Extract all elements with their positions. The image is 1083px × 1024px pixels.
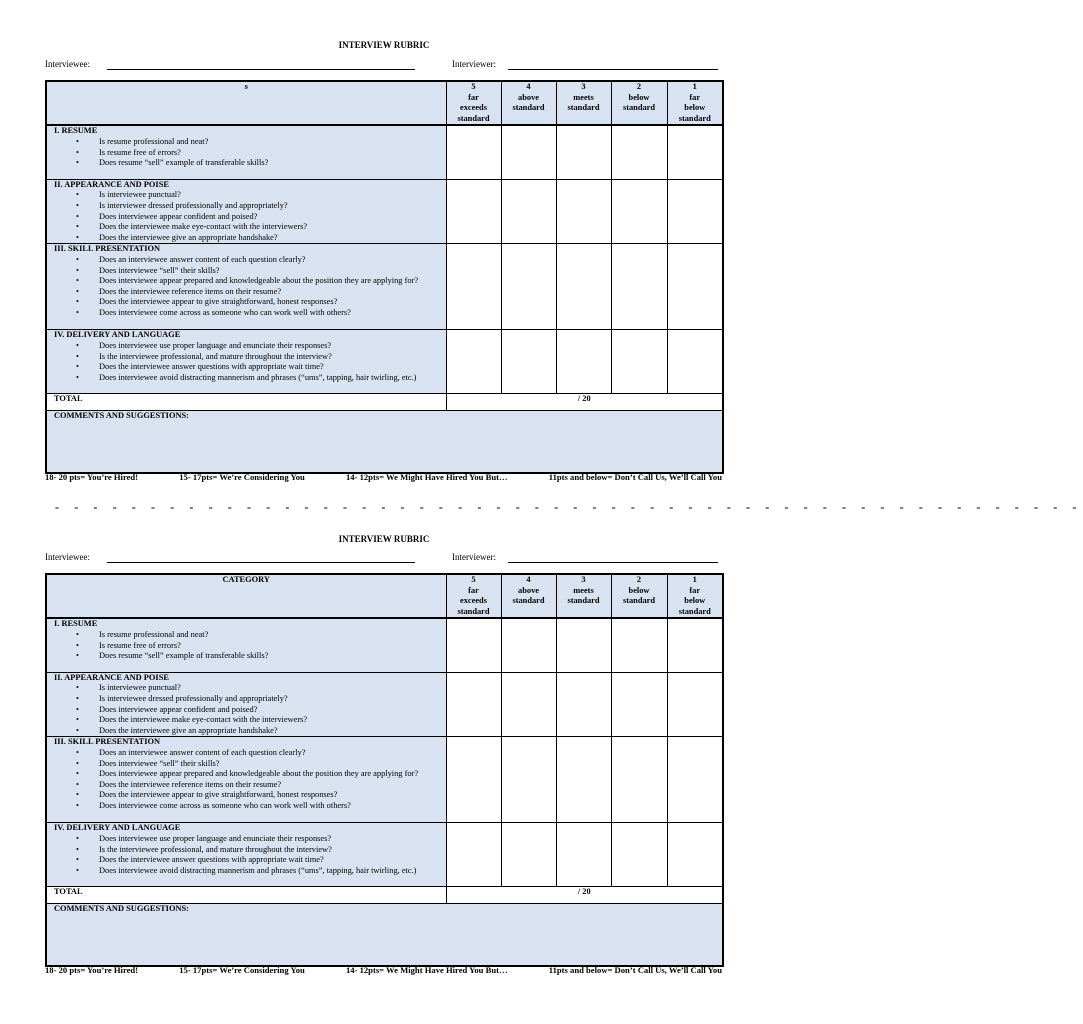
- section-title: II. APPEARANCE AND POISE: [54, 672, 169, 682]
- comments-box[interactable]: COMMENTS AND SUGGESTIONS:: [46, 904, 723, 966]
- score-cell[interactable]: [501, 179, 556, 244]
- total-value[interactable]: / 20: [446, 394, 723, 411]
- score-cell[interactable]: [611, 125, 667, 179]
- comments-box[interactable]: COMMENTS AND SUGGESTIONS:: [46, 411, 723, 473]
- section-resume: [46, 125, 446, 179]
- section-title: III. SKILL PRESENTATION: [54, 737, 161, 747]
- interviewee-label: Interviewee:: [45, 552, 90, 562]
- section-row-appearance: [46, 179, 723, 244]
- scale-might-have: 14- 12pts= We Might Have Hired You But…: [345, 965, 508, 975]
- criterion-item: • Does interviewee avoid distracting mannerism and phrases (“ums”, tapping, hair twirling, etc.): [54, 373, 444, 384]
- rubric-bottom: [0, 494, 1083, 1024]
- level-1-header: 1 far below standard: [667, 574, 723, 618]
- criterion-item: • Is interviewee punctual?: [54, 683, 444, 694]
- interviewee-line[interactable]: [107, 69, 415, 70]
- criterion-item: • Does the interviewee reference items on their resume?: [54, 780, 444, 791]
- section-row-delivery: [46, 823, 723, 887]
- score-cell[interactable]: [446, 672, 501, 737]
- criterion-item: • Does interviewee “sell” their skills?: [54, 759, 444, 770]
- level-5-header: 5 far exceeds standard: [446, 574, 501, 618]
- total-row: [46, 394, 723, 411]
- score-cell[interactable]: [667, 125, 723, 179]
- criterion-item: • Does interviewee appear prepared and knowledgeable about the position they are applying for?: [54, 276, 444, 287]
- section-row-skill: [46, 737, 723, 823]
- section-appearance: [46, 672, 446, 737]
- level-1-header: 1 far below standard: [667, 81, 723, 125]
- criterion-item: • Does interviewee come across as someone who can work well with others?: [54, 308, 444, 319]
- score-cell[interactable]: [556, 244, 611, 330]
- criterion-item: • Does interviewee use proper language and enunciate their responses?: [54, 341, 444, 352]
- rubric-table: [45, 573, 724, 967]
- score-cell[interactable]: [611, 244, 667, 330]
- score-cell[interactable]: [667, 737, 723, 823]
- criterion-item: • Does resume “sell” example of transferable skills?: [54, 158, 444, 169]
- section-resume: [46, 618, 446, 672]
- section-delivery: [46, 823, 446, 887]
- criterion-item: • Does the interviewee answer questions with appropriate wait time?: [54, 362, 444, 373]
- score-cell[interactable]: [611, 672, 667, 737]
- criterion-item: • Is interviewee punctual?: [54, 190, 444, 201]
- criterion-item: • Does interviewee come across as someone who can work well with others?: [54, 801, 444, 812]
- criterion-item: • Is resume free of errors?: [54, 148, 444, 159]
- score-cell[interactable]: [611, 618, 667, 672]
- criterion-item: • Does the interviewee appear to give straightforward, honest responses?: [54, 297, 444, 308]
- rubric-title: INTERVIEW RUBRIC: [338, 40, 430, 50]
- score-cell[interactable]: [667, 244, 723, 330]
- section-title: II. APPEARANCE AND POISE: [54, 179, 169, 189]
- criterion-item: • Does the interviewee give an appropriate handshake?: [54, 233, 444, 244]
- score-cell[interactable]: [446, 618, 501, 672]
- header-row: [46, 574, 723, 618]
- level-2-header: 2 below standard: [611, 81, 667, 125]
- score-cell[interactable]: [501, 823, 556, 887]
- category-header: CATEGORY: [46, 574, 446, 618]
- criterion-item: • Does resume “sell” example of transferable skills?: [54, 651, 444, 662]
- level-2-header: 2 below standard: [611, 574, 667, 618]
- scale-hired: 18- 20 pts= You’re Hired!: [45, 965, 139, 975]
- score-cell[interactable]: [667, 179, 723, 244]
- level-4-header: 4 above standard: [501, 81, 556, 125]
- score-cell[interactable]: [611, 737, 667, 823]
- section-title: IV. DELIVERY AND LANGUAGE: [54, 823, 181, 833]
- total-row: [46, 887, 723, 904]
- score-cell[interactable]: [556, 618, 611, 672]
- interviewee-line[interactable]: [107, 562, 415, 563]
- score-cell[interactable]: [556, 672, 611, 737]
- interviewer-label: Interviewer:: [452, 552, 496, 562]
- score-cell[interactable]: [501, 672, 556, 737]
- rubric-title: INTERVIEW RUBRIC: [338, 534, 430, 544]
- score-cell[interactable]: [501, 618, 556, 672]
- score-cell[interactable]: [501, 244, 556, 330]
- criterion-item: • Is interviewee dressed professionally and appropriately?: [54, 201, 444, 212]
- section-title: III. SKILL PRESENTATION: [54, 244, 161, 254]
- scale-considering: 15- 17pts= We’re Considering You: [179, 965, 305, 975]
- score-cell[interactable]: [501, 125, 556, 179]
- interviewer-line[interactable]: [508, 562, 718, 563]
- section-title: I. RESUME: [54, 619, 98, 629]
- section-appearance: [46, 179, 446, 244]
- scale-dont-call: 11pts and below= Don’t Call Us, We’ll Call You: [548, 472, 722, 482]
- section-delivery: [46, 330, 446, 394]
- score-cell[interactable]: [667, 330, 723, 394]
- score-cell[interactable]: [501, 330, 556, 394]
- criterion-item: • Does an interviewee answer content of each question clearly?: [54, 748, 444, 759]
- section-row-delivery: [46, 330, 723, 394]
- comments-row: [46, 411, 723, 473]
- score-cell[interactable]: [556, 179, 611, 244]
- score-cell[interactable]: [556, 823, 611, 887]
- total-label: TOTAL: [46, 887, 446, 904]
- section-row-resume: [46, 125, 723, 179]
- score-cell[interactable]: [446, 823, 501, 887]
- criterion-item: • Does the interviewee make eye-contact with the interviewers?: [54, 222, 444, 233]
- score-cell[interactable]: [446, 737, 501, 823]
- criterion-item: • Is resume professional and neat?: [54, 630, 444, 641]
- criterion-item: • Does an interviewee answer content of each question clearly?: [54, 255, 444, 266]
- score-cell[interactable]: [556, 737, 611, 823]
- rubric-table: [45, 80, 724, 474]
- header-row: [46, 81, 723, 125]
- criterion-item: • Does interviewee appear prepared and knowledgeable about the position they are applying for?: [54, 769, 444, 780]
- scale-considering: 15- 17pts= We’re Considering You: [179, 472, 305, 482]
- criterion-item: • Does the interviewee make eye-contact with the interviewers?: [54, 715, 444, 726]
- section-row-appearance: [46, 672, 723, 737]
- criterion-item: • Does interviewee appear confident and poised?: [54, 705, 444, 716]
- score-cell[interactable]: [667, 672, 723, 737]
- section-skill: [46, 737, 446, 823]
- criterion-item: • Does interviewee appear confident and poised?: [54, 212, 444, 223]
- criterion-item: • Is the interviewee professional, and mature throughout the interview?: [54, 352, 444, 363]
- score-cell[interactable]: [446, 179, 501, 244]
- score-cell[interactable]: [611, 179, 667, 244]
- score-cell[interactable]: [611, 823, 667, 887]
- criterion-item: • Does interviewee avoid distracting mannerism and phrases (“ums”, tapping, hair twirling, etc.): [54, 866, 444, 877]
- section-row-skill: [46, 244, 723, 330]
- total-value[interactable]: / 20: [446, 887, 723, 904]
- score-cell[interactable]: [667, 823, 723, 887]
- section-row-resume: [46, 618, 723, 672]
- rubric-top: [0, 0, 768, 500]
- scoring-scale: [45, 965, 722, 975]
- score-cell[interactable]: [446, 125, 501, 179]
- score-cell[interactable]: [611, 330, 667, 394]
- criterion-item: • Does interviewee “sell” their skills?: [54, 266, 444, 277]
- score-cell[interactable]: [556, 330, 611, 394]
- criterion-item: • Is resume free of errors?: [54, 641, 444, 652]
- criterion-item: • Does the interviewee appear to give straightforward, honest responses?: [54, 790, 444, 801]
- total-label: TOTAL: [46, 394, 446, 411]
- criterion-item: • Does the interviewee answer questions with appropriate wait time?: [54, 855, 444, 866]
- interviewer-line[interactable]: [508, 69, 718, 70]
- level-3-header: 3 meets standard: [556, 81, 611, 125]
- section-title: I. RESUME: [54, 126, 98, 136]
- criterion-item: • Does interviewee use proper language and enunciate their responses?: [54, 834, 444, 845]
- level-5-header: 5 far exceeds standard: [446, 81, 501, 125]
- scale-hired: 18- 20 pts= You’re Hired!: [45, 472, 139, 482]
- scale-might-have: 14- 12pts= We Might Have Hired You But…: [345, 472, 508, 482]
- scale-dont-call: 11pts and below= Don’t Call Us, We’ll Call You: [548, 965, 722, 975]
- criterion-item: • Is the interviewee professional, and mature throughout the interview?: [54, 845, 444, 856]
- score-cell[interactable]: [667, 618, 723, 672]
- level-3-header: 3 meets standard: [556, 574, 611, 618]
- scoring-scale: [45, 472, 722, 482]
- criterion-item: • Is resume professional and neat?: [54, 137, 444, 148]
- criterion-item: • Is interviewee dressed professionally and appropriately?: [54, 694, 444, 705]
- category-header: s: [46, 81, 446, 125]
- criterion-item: • Does the interviewee reference items on their resume?: [54, 287, 444, 298]
- level-4-header: 4 above standard: [501, 574, 556, 618]
- comments-row: [46, 904, 723, 966]
- interviewee-label: Interviewee:: [45, 59, 90, 69]
- section-title: IV. DELIVERY AND LANGUAGE: [54, 330, 181, 340]
- score-cell[interactable]: [556, 125, 611, 179]
- score-cell[interactable]: [446, 330, 501, 394]
- cut-line-divider: - - - - - - - - - - - - - - - - - - - - - - - - - - - - - - - - - - - - - - - - - - - - - - - - - - - - - -: [55, 500, 1083, 514]
- interviewer-label: Interviewer:: [452, 59, 496, 69]
- section-skill: [46, 244, 446, 330]
- score-cell[interactable]: [446, 244, 501, 330]
- score-cell[interactable]: [501, 737, 556, 823]
- criterion-item: • Does the interviewee give an appropriate handshake?: [54, 726, 444, 737]
